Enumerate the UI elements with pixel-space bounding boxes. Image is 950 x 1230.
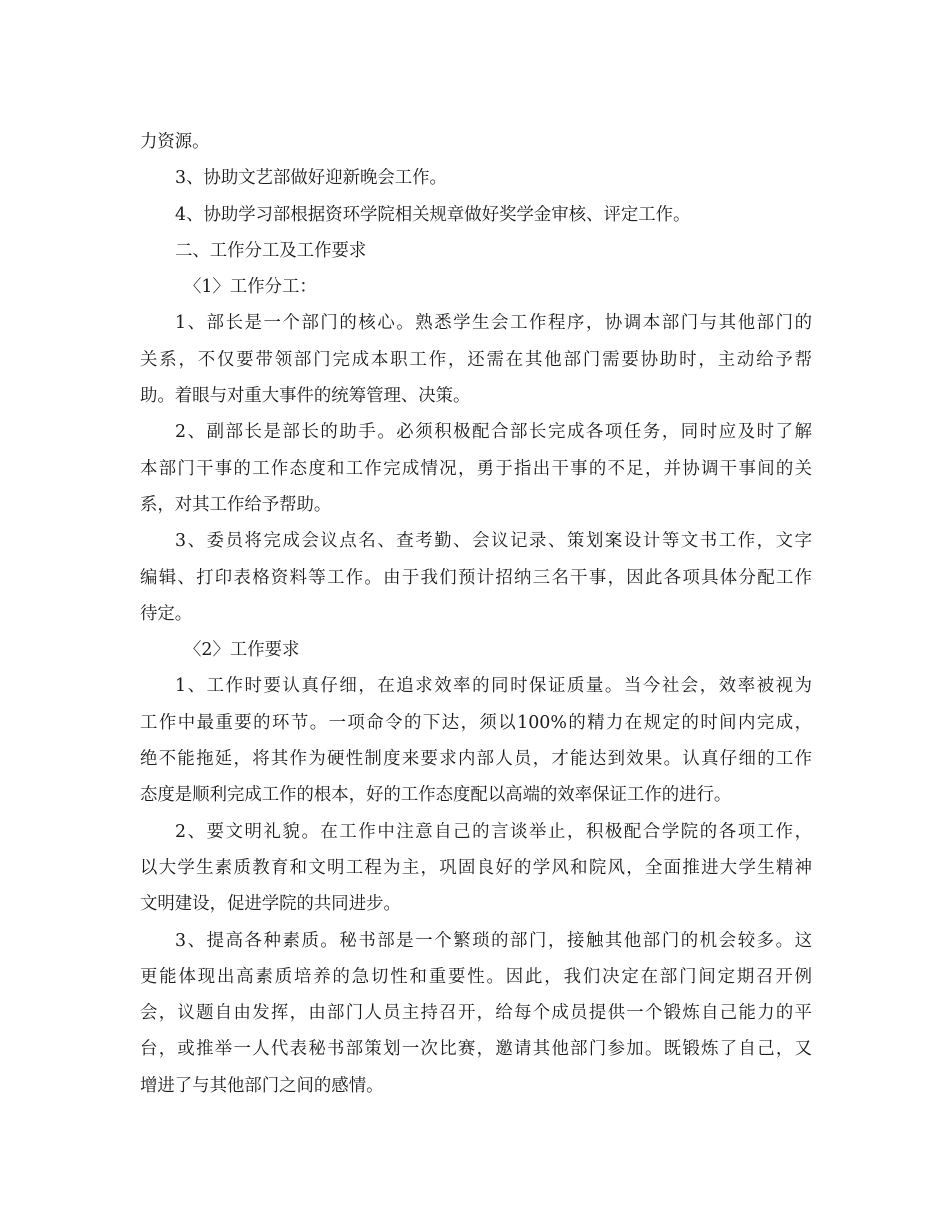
paragraph-line: 待定。 xyxy=(140,603,193,624)
paragraph-line: 以大学生素质教育和文明工程为主，巩固良好的学风和院风，全面推进大学生精神 xyxy=(140,857,812,878)
paragraph-line: 台，或推举一人代表秘书部策划一次比赛，邀请其他部门参加。既锻炼了自己，又 xyxy=(140,1039,812,1060)
paragraph-line: 增进了与其他部门之间的感情。 xyxy=(140,1075,384,1096)
paragraph-line: 2、要文明礼貌。在工作中注意自己的言谈举止，积极配合学院的各项工作， xyxy=(175,821,812,842)
paragraph-line: 工作中最重要的环节。一项命令的下达，须以100%的精力在规定的时间内完成， xyxy=(140,712,812,733)
paragraph-line: 绝不能拖延，将其作为硬性制度来要求内部人员，才能达到效果。认真仔细的工作 xyxy=(140,749,812,770)
paragraph-line: 1、工作时要认真仔细，在追求效率的同时保证质量。当今社会，效率被视为 xyxy=(175,676,812,697)
paragraph-line: 系，对其工作给予帮助。 xyxy=(140,494,332,515)
list-item: 3、协助文艺部做好迎新晚会工作。 xyxy=(175,168,447,189)
paragraph-line: 关系，不仅要带领部门完成本职工作，还需在其他部门需要协助时，主动给予帮 xyxy=(140,349,812,370)
paragraph-line: 文明建设，促进学院的共同进步。 xyxy=(140,894,401,915)
paragraph-line: 1、部长是一个部门的核心。熟悉学生会工作程序，协调本部门与其他部门的 xyxy=(175,313,812,334)
paragraph-line: 3、提高各种素质。秘书部是一个繁琐的部门，接触其他部门的机会较多。这 xyxy=(175,930,812,951)
paragraph-line: 3、委员将完成会议点名、查考勤、会议记录、策划案设计等文书工作，文字 xyxy=(175,531,812,552)
paragraph-line: 本部门干事的工作态度和工作完成情况，勇于指出干事的不足，并协调干事间的关 xyxy=(140,458,812,479)
subsection-heading: 〈2〉工作要求 xyxy=(184,640,300,661)
paragraph-line: 态度是顺利完成工作的根本，好的工作态度配以高端的效率保证工作的进行。 xyxy=(140,785,732,806)
paragraph-line: 会，议题自由发挥，由部门人员主持召开，给每个成员提供一个锻炼自己能力的平 xyxy=(140,1003,812,1024)
section-heading: 二、工作分工及工作要求 xyxy=(175,240,367,261)
document-page xyxy=(140,124,812,1104)
paragraph-line: 2、副部长是部长的助手。必须积极配合部长完成各项任务，同时应及时了解 xyxy=(175,422,812,443)
paragraph-line: 更能体现出高素质培养的急切性和重要性。因此，我们决定在部门间定期召开例 xyxy=(140,966,812,987)
paragraph-line: 助。着眼与对重大事件的统筹管理、决策。 xyxy=(140,386,471,407)
text-line: 力资源。 xyxy=(140,132,210,152)
list-item: 4、协助学习部根据资环学院相关规章做好奖学金审核、评定工作。 xyxy=(175,204,691,225)
paragraph-line: 编辑、打印表格资料等工作。由于我们预计招纳三名干事，因此各项具体分配工作 xyxy=(140,567,812,588)
subsection-heading: 〈1〉工作分工： xyxy=(184,277,317,298)
